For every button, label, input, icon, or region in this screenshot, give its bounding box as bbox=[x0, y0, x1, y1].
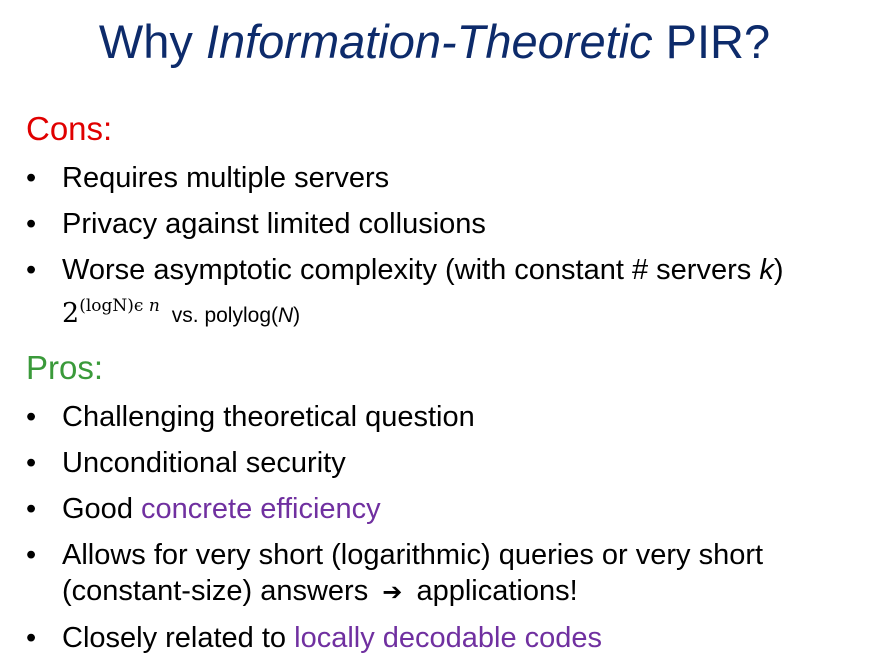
list-item bbox=[26, 492, 763, 526]
cons-item-text: Requires multiple servers bbox=[62, 162, 390, 194]
arrow-right-icon: ➔ bbox=[382, 578, 403, 606]
title-prefix: Why bbox=[98, 15, 206, 68]
pros-list bbox=[26, 400, 763, 667]
bullet-icon: • bbox=[26, 622, 37, 654]
complexity-vs bbox=[172, 304, 300, 327]
formula-exp-eps: ϵ bbox=[133, 296, 144, 316]
list-item bbox=[26, 207, 783, 241]
locally-decodable-codes-text: locally decodable codes bbox=[294, 622, 603, 654]
vs-prefix: vs. polylog( bbox=[171, 304, 278, 327]
pros-item-continuation bbox=[62, 574, 763, 609]
bullet-icon: • bbox=[26, 493, 37, 525]
cons-heading: Cons: bbox=[26, 110, 113, 147]
formula-base: 2 bbox=[62, 298, 80, 329]
complexity-text: Worse asymptotic complexity (with constant # servers bbox=[62, 254, 760, 286]
complexity-formula bbox=[62, 298, 160, 329]
list-item bbox=[26, 538, 763, 609]
list-item bbox=[26, 400, 763, 434]
list-item bbox=[26, 446, 763, 480]
pros-item-text: (constant-size) answers bbox=[62, 575, 377, 607]
pros-item-text: applications! bbox=[408, 575, 578, 607]
list-item bbox=[26, 253, 783, 333]
pros-item-text: Challenging theoretical question bbox=[62, 401, 475, 433]
bullet-icon: • bbox=[26, 539, 37, 571]
title-suffix: PIR? bbox=[652, 15, 771, 68]
title-italic: Information-Theoretic bbox=[205, 15, 653, 68]
cons-item-text: Privacy against limited collusions bbox=[62, 208, 486, 240]
complexity-close: ) bbox=[773, 254, 784, 286]
list-item bbox=[26, 161, 783, 195]
bullet-icon: • bbox=[26, 447, 37, 479]
pros-heading: Pros: bbox=[26, 349, 104, 386]
pros-item-text: Allows for very short (logarithmic) queries or very short bbox=[62, 539, 764, 571]
pros-item-text: Closely related to bbox=[62, 622, 295, 654]
bullet-icon: • bbox=[26, 401, 37, 433]
bullet-icon: • bbox=[26, 208, 37, 240]
pros-item-text: Good bbox=[62, 493, 141, 525]
formula-exp-n: n bbox=[148, 296, 160, 316]
complexity-var: k bbox=[759, 254, 774, 286]
slide-title bbox=[0, 14, 869, 70]
bullet-icon: • bbox=[26, 162, 37, 194]
complexity-formula-line bbox=[62, 289, 783, 333]
vs-suffix: ) bbox=[293, 304, 301, 327]
list-item bbox=[26, 621, 763, 655]
bullet-icon: • bbox=[26, 254, 37, 286]
pros-item-text: Unconditional security bbox=[62, 447, 346, 479]
cons-list bbox=[26, 161, 783, 345]
concrete-efficiency-text: concrete efficiency bbox=[141, 493, 381, 525]
vs-var: N bbox=[278, 304, 294, 327]
formula-exponent bbox=[79, 296, 160, 316]
formula-exp-log: (logN) bbox=[79, 296, 134, 316]
